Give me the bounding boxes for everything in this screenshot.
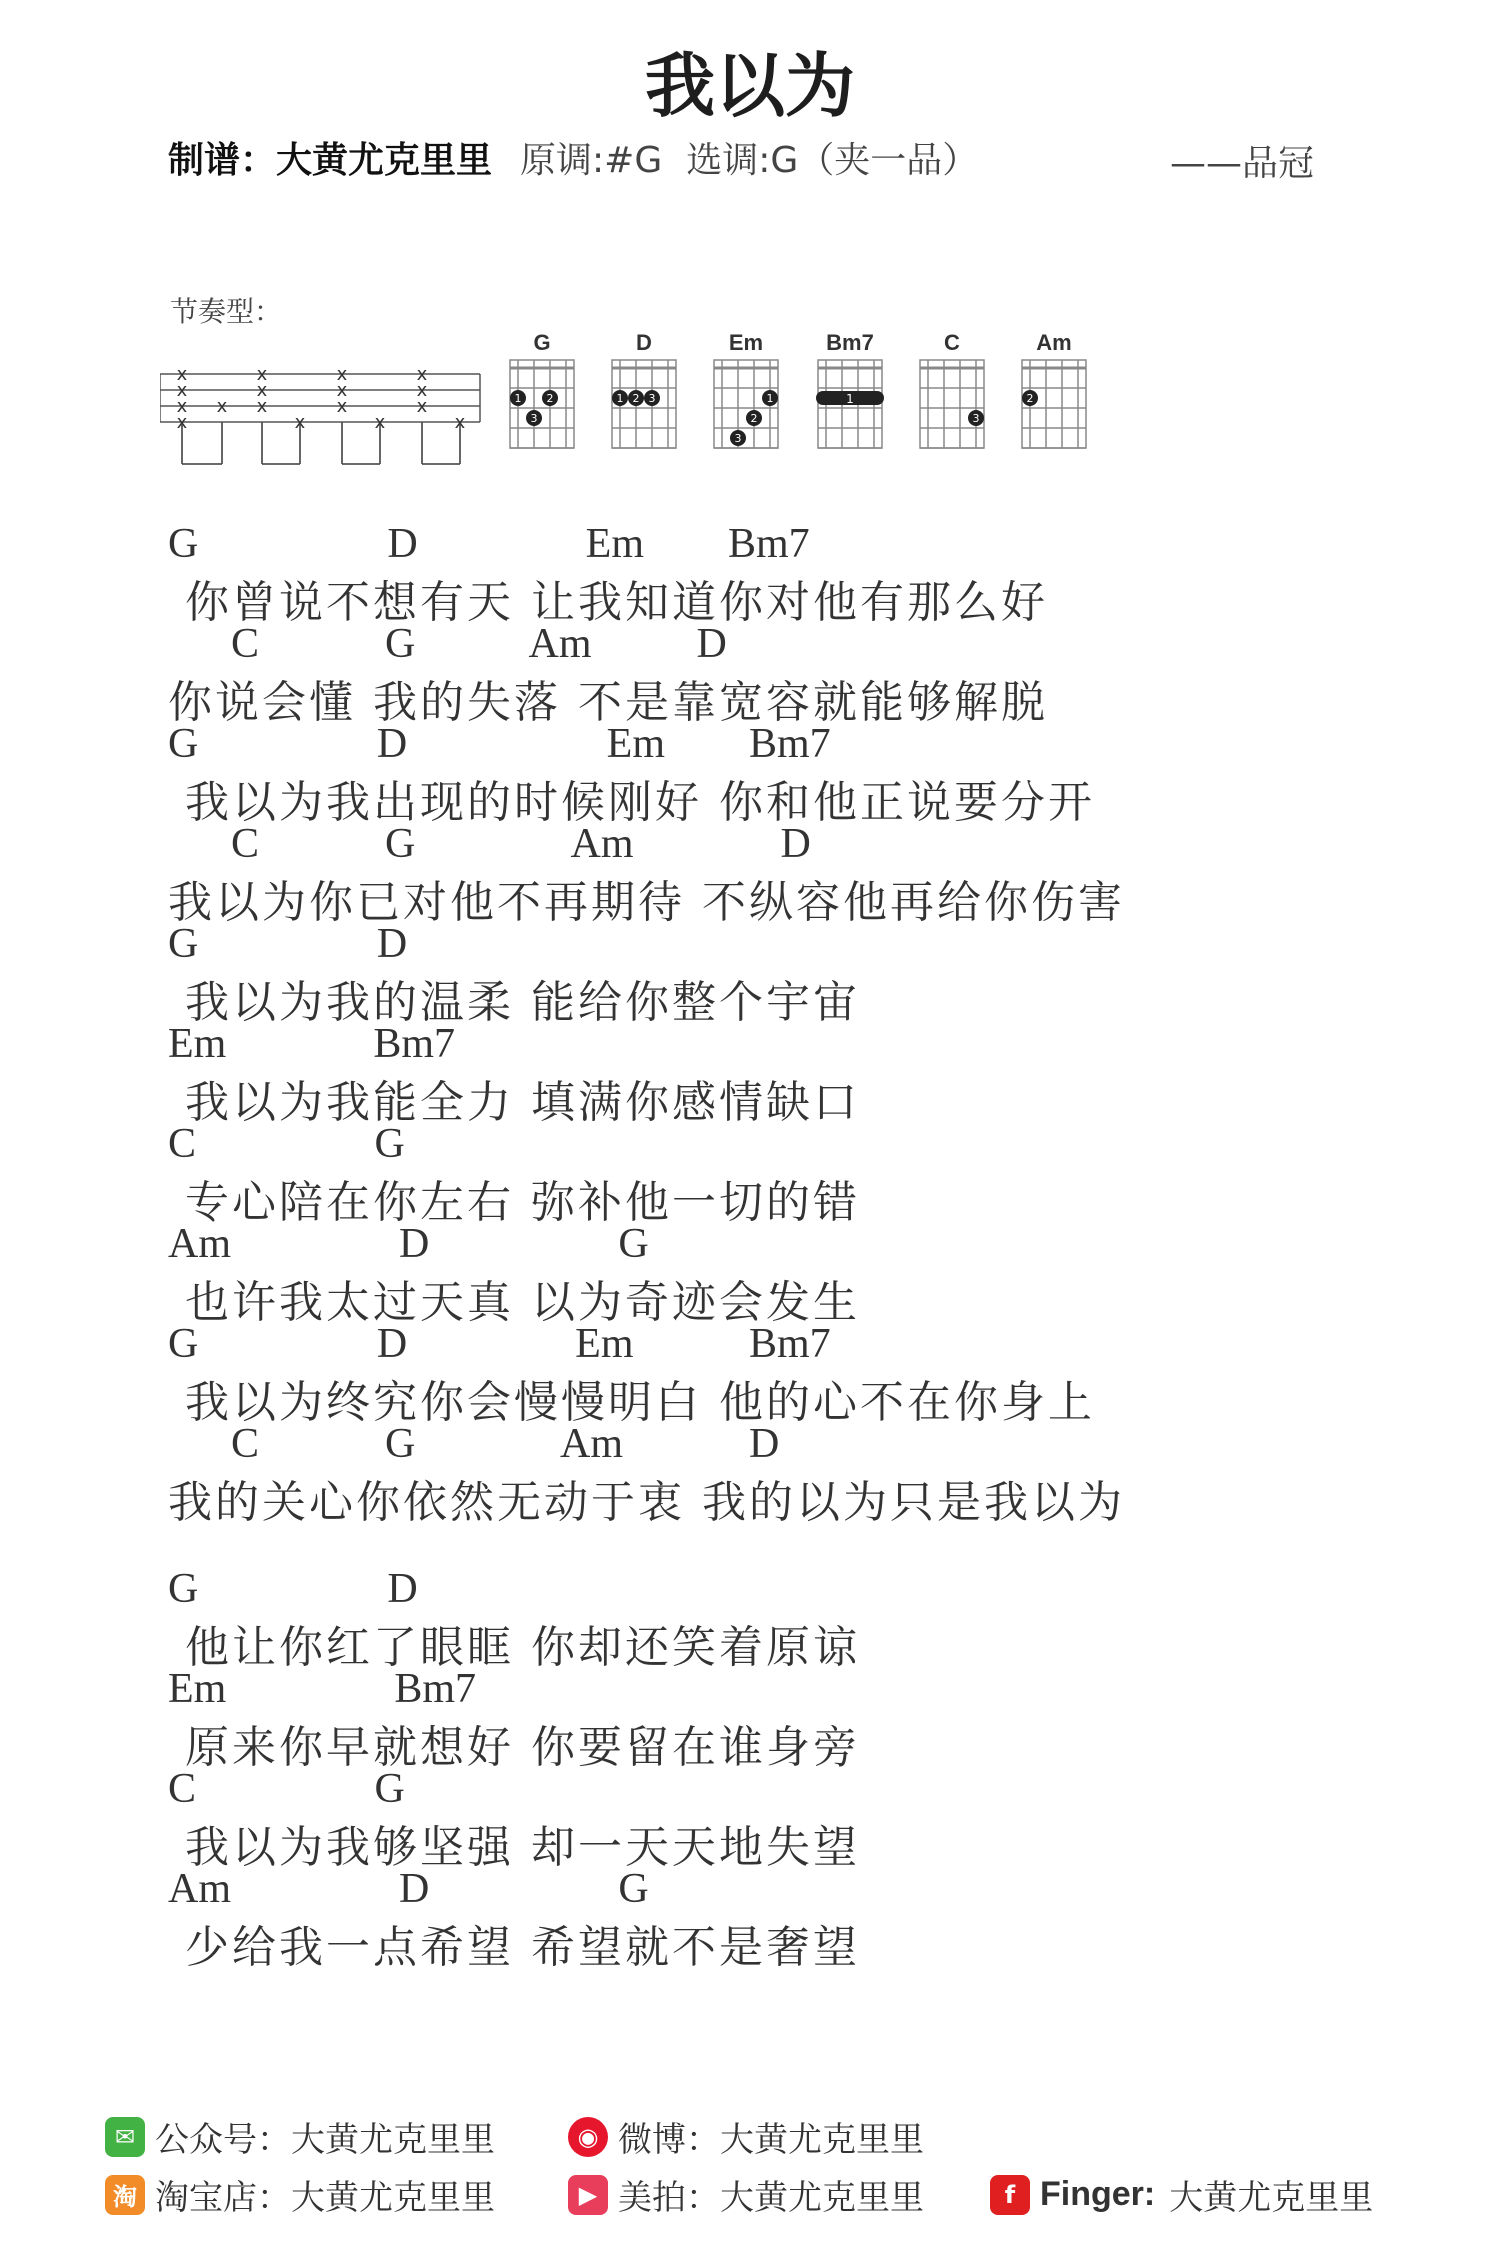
svg-text:x: x [294, 412, 306, 433]
chord-line: G D [168, 921, 408, 967]
svg-text:x: x [416, 380, 428, 401]
chord-diagram-label: D [636, 330, 652, 355]
footer-meipai [568, 2170, 924, 2219]
chord-diagram-c [920, 330, 984, 448]
lyric-line: 他让你红了眼眶 你却还笑着原谅 [168, 1622, 860, 1673]
footer-meipai-text: 美拍：大黄尤克里里 [618, 2178, 924, 2218]
chord-diagram-d [612, 330, 676, 448]
chord-line: C G [168, 1766, 405, 1812]
chord-line: Em Bm7 [168, 1666, 477, 1712]
finger-number: 3 [530, 412, 538, 425]
svg-text:x: x [454, 412, 466, 433]
footer-finger-label: Finger: [1040, 2175, 1156, 2213]
chord-line: C G Am D [168, 1421, 780, 1467]
footer-finger [990, 2170, 1373, 2219]
chord-diagram-bm7 [816, 330, 884, 448]
header-line [168, 132, 978, 183]
original-key: 原调:#G [520, 140, 663, 181]
chord-line: C G Am D [168, 621, 727, 667]
finger-number: 2 [546, 392, 554, 405]
chord-line: C G [168, 1121, 405, 1167]
chord-line: Am D G [168, 1221, 649, 1267]
footer-taobao [105, 2170, 495, 2219]
finger-number: 2 [632, 392, 640, 405]
chord-diagram-am [1022, 330, 1086, 448]
chosen-key: 选调:G（夹一品） [686, 140, 979, 181]
chord-line: C G Am D [168, 821, 811, 867]
footer-weibo-text: 微博：大黄尤克里里 [618, 2120, 924, 2160]
lyric-line: 我以为我的温柔 能给你整个宇宙 [168, 977, 860, 1028]
lyric-line: 你说会懂 我的失落 不是靠宽容就能够解脱 [168, 677, 1048, 728]
finger-app-icon: f [990, 2175, 1030, 2215]
svg-text:x: x [176, 380, 188, 401]
rhythm-pattern-diagram [160, 352, 490, 472]
lyric-line: 也许我太过天真 以为奇迹会发生 [168, 1277, 860, 1328]
lyric-line: 你曾说不想有天 让我知道你对他有那么好 [168, 577, 1048, 628]
finger-number: 2 [1026, 392, 1034, 405]
artist-credit: ——品冠 [1170, 143, 1315, 184]
chord-diagram-label: C [944, 330, 960, 355]
arranger-label: 制谱： [168, 140, 277, 181]
svg-text:x: x [256, 364, 268, 385]
finger-number: 1 [514, 392, 522, 405]
chord-line: G D [168, 1566, 418, 1612]
finger-number: 1 [616, 392, 624, 405]
lyric-line: 我以为你已对他不再期待 不纵容他再给你伤害 [168, 877, 1125, 928]
chord-line: G D Em Bm7 [168, 1321, 831, 1367]
chord-diagram-em [714, 330, 778, 448]
svg-text:x: x [176, 364, 188, 385]
chord-diagrams [500, 325, 1140, 485]
svg-text:x: x [256, 396, 268, 417]
chord-diagram-label: Am [1036, 330, 1072, 355]
finger-number: 3 [734, 432, 742, 445]
barre-finger-number: 1 [846, 392, 854, 406]
footer-weibo [568, 2112, 924, 2161]
lyric-line: 我的关心你依然无动于衷 我的以为只是我以为 [168, 1477, 1125, 1528]
footer-taobao-text: 淘宝店：大黄尤克里里 [155, 2178, 495, 2218]
rhythm-label: 节奏型： [170, 295, 283, 328]
svg-text:x: x [336, 380, 348, 401]
finger-number: 3 [972, 412, 980, 425]
finger-number: 1 [766, 392, 774, 405]
meipai-icon: ▶ [568, 2175, 608, 2215]
lyric-line: 我以为我出现的时候刚好 你和他正说要分开 [168, 777, 1095, 828]
svg-text:x: x [336, 364, 348, 385]
weibo-icon: ◉ [568, 2117, 608, 2157]
lyric-line: 少给我一点希望 希望就不是奢望 [168, 1922, 860, 1973]
chord-diagram-label: Bm7 [826, 330, 874, 355]
chord-diagram-g [510, 330, 574, 448]
finger-number: 3 [648, 392, 656, 405]
chord-line: Am D G [168, 1866, 649, 1912]
lyric-line: 原来你早就想好 你要留在谁身旁 [168, 1722, 860, 1773]
svg-text:x: x [176, 412, 188, 433]
chord-diagram-label: G [533, 330, 551, 355]
lyric-line: 我以为我够坚强 却一天天地失望 [168, 1822, 860, 1873]
svg-text:x: x [216, 396, 228, 417]
arranger-name: 大黄尤克里里 [276, 140, 493, 181]
svg-text:x: x [176, 396, 188, 417]
svg-text:x: x [416, 396, 428, 417]
chord-diagram-label: Em [728, 330, 764, 355]
footer-finger-value: 大黄尤克里里 [1169, 2178, 1374, 2218]
wechat-icon: ✉ [105, 2117, 145, 2157]
finger-number: 2 [750, 412, 758, 425]
page-title: 我以为 [645, 45, 855, 127]
chord-line: Em Bm7 [168, 1021, 456, 1067]
fretboard-frame [920, 360, 984, 448]
chord-line: G D Em Bm7 [168, 521, 810, 567]
svg-text:x: x [256, 380, 268, 401]
chord-line: G D Em Bm7 [168, 721, 831, 767]
footer-wechat-text: 公众号：大黄尤克里里 [155, 2120, 495, 2160]
lyric-line: 我以为终究你会慢慢明白 他的心不在你身上 [168, 1377, 1095, 1428]
footer-wechat [105, 2112, 495, 2161]
lyric-line: 专心陪在你左右 弥补他一切的错 [168, 1177, 860, 1228]
svg-text:x: x [374, 412, 386, 433]
lyric-line: 我以为我能全力 填满你感情缺口 [168, 1077, 860, 1128]
svg-text:x: x [336, 396, 348, 417]
taobao-icon: 淘 [105, 2175, 145, 2215]
svg-text:x: x [416, 364, 428, 385]
